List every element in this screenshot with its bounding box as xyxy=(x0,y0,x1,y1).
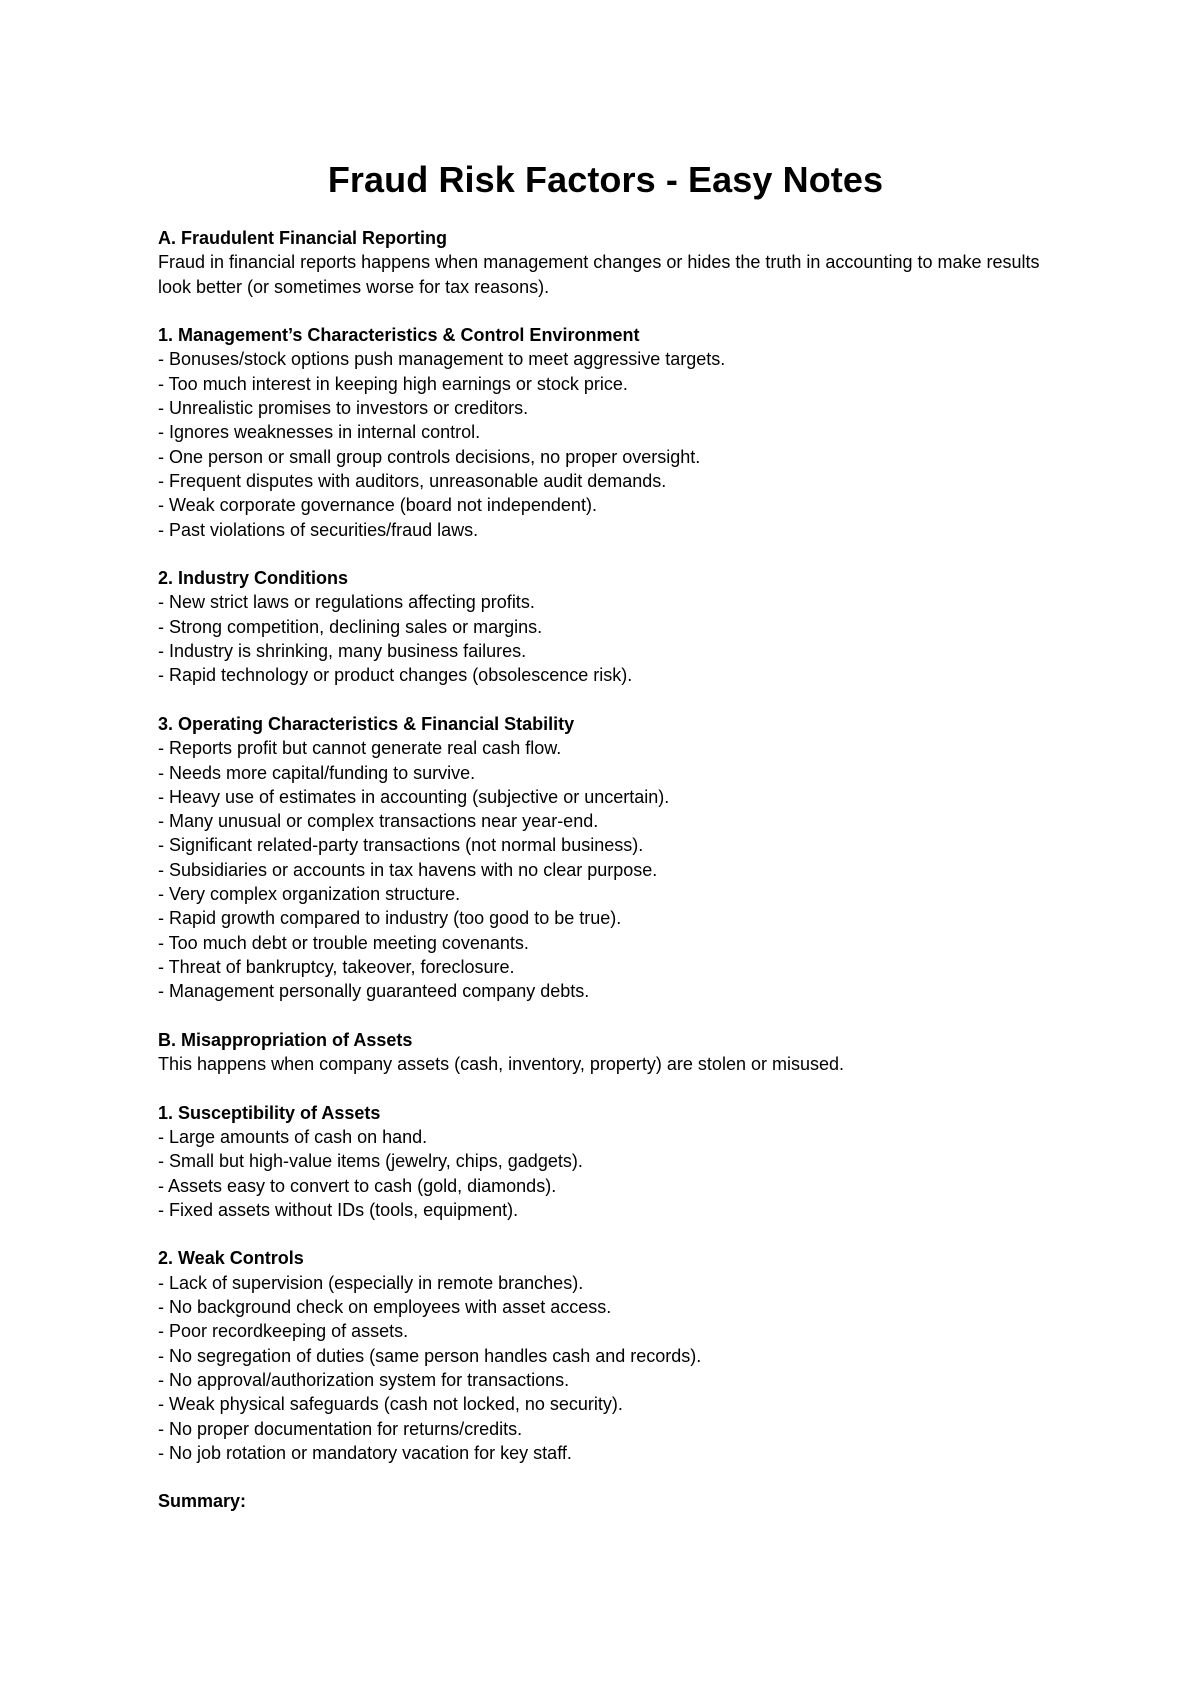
list-item: - Frequent disputes with auditors, unreasonable audit demands. xyxy=(158,470,667,491)
list-item: - Subsidiaries or accounts in tax havens with no clear purpose. xyxy=(158,859,658,880)
subsection-management-characteristics xyxy=(158,323,1058,542)
list-item: - New strict laws or regulations affecting profits. xyxy=(158,592,535,613)
section-description: This happens when company assets (cash, inventory, property) are stolen or misused. xyxy=(158,1054,844,1075)
list-item: - Weak corporate governance (board not independent). xyxy=(158,495,597,516)
summary-section xyxy=(158,1489,1058,1513)
list-item: - Rapid growth compared to industry (too good to be true). xyxy=(158,908,622,929)
subsection-heading: 1. Management’s Characteristics & Control Environment xyxy=(158,325,640,346)
bullet-list xyxy=(158,347,1058,541)
list-item: - Reports profit but cannot generate real cash flow. xyxy=(158,738,562,759)
list-item: - Small but high-value items (jewelry, chips, gadgets). xyxy=(158,1151,583,1172)
subsection-industry-conditions xyxy=(158,566,1058,687)
bullet-list xyxy=(158,590,1058,687)
list-item: - Threat of bankruptcy, takeover, foreclosure. xyxy=(158,956,515,977)
list-item: - One person or small group controls decisions, no proper oversight. xyxy=(158,446,701,467)
document-page xyxy=(158,158,1058,1514)
list-item: - Heavy use of estimates in accounting (subjective or uncertain). xyxy=(158,786,670,807)
section-heading: B. Misappropriation of Assets xyxy=(158,1029,413,1050)
list-item: - Significant related-party transactions (not normal business). xyxy=(158,835,644,856)
list-item: - Too much interest in keeping high earnings or stock price. xyxy=(158,373,628,394)
list-item: - Weak physical safeguards (cash not locked, no security). xyxy=(158,1394,623,1415)
bullet-list xyxy=(158,736,1058,1003)
subsection-heading: 3. Operating Characteristics & Financial Stability xyxy=(158,713,575,734)
list-item: - Poor recordkeeping of assets. xyxy=(158,1321,409,1342)
list-item: - Large amounts of cash on hand. xyxy=(158,1126,428,1147)
subsection-heading: 1. Susceptibility of Assets xyxy=(158,1102,381,1123)
section-heading: A. Fraudulent Financial Reporting xyxy=(158,228,448,248)
list-item: - No approval/authorization system for transactions. xyxy=(158,1369,570,1390)
subsection-heading: 2. Industry Conditions xyxy=(158,568,349,589)
list-item: - Many unusual or complex transactions near year-end. xyxy=(158,811,599,832)
list-item: - Fixed assets without IDs (tools, equipment). xyxy=(158,1199,519,1220)
list-item: - No background check on employees with asset access. xyxy=(158,1297,612,1318)
bullet-list xyxy=(158,1271,1058,1465)
list-item: - Bonuses/stock options push management to meet aggressive targets. xyxy=(158,349,726,370)
list-item: - No proper documentation for returns/credits. xyxy=(158,1418,523,1439)
list-item: - Past violations of securities/fraud laws. xyxy=(158,519,479,540)
list-item: - Strong competition, declining sales or margins. xyxy=(158,616,543,637)
list-item: - Needs more capital/funding to survive. xyxy=(158,762,476,783)
subsection-weak-controls xyxy=(158,1246,1058,1465)
section-fraudulent-financial-reporting xyxy=(158,226,1058,299)
list-item: - Lack of supervision (especially in remote branches). xyxy=(158,1272,584,1293)
list-item: - Management personally guaranteed company debts. xyxy=(158,981,590,1002)
list-item: - Assets easy to convert to cash (gold, diamonds). xyxy=(158,1175,557,1196)
list-item: - No segregation of duties (same person handles cash and records). xyxy=(158,1345,702,1366)
section-misappropriation-of-assets xyxy=(158,1028,1058,1077)
list-item: - Very complex organization structure. xyxy=(158,884,461,905)
list-item: - Rapid technology or product changes (obsolescence risk). xyxy=(158,665,633,686)
subsection-susceptibility-of-assets xyxy=(158,1101,1058,1222)
list-item: - Industry is shrinking, many business failures. xyxy=(158,641,527,662)
list-item: - No job rotation or mandatory vacation for key staff. xyxy=(158,1442,572,1463)
list-item: - Unrealistic promises to investors or creditors. xyxy=(158,398,529,419)
bullet-list xyxy=(158,1125,1058,1222)
list-item: - Ignores weaknesses in internal control. xyxy=(158,422,481,443)
section-description: Fraud in financial reports happens when management changes or hides the truth in accounting to make results look better (or sometimes worse for tax reasons). xyxy=(158,252,1040,297)
list-item: - Too much debt or trouble meeting covenants. xyxy=(158,932,529,953)
subsection-heading: 2. Weak Controls xyxy=(158,1248,304,1269)
subsection-operating-characteristics xyxy=(158,712,1058,1004)
summary-heading: Summary: xyxy=(158,1491,247,1512)
page-title: Fraud Risk Factors - Easy Notes xyxy=(327,159,884,200)
